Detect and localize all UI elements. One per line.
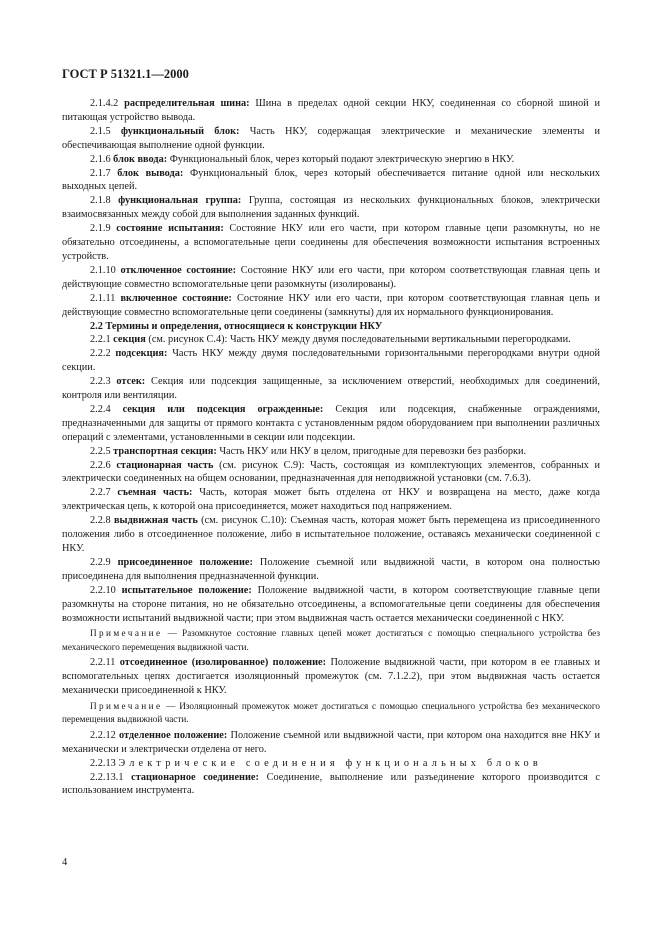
definition-text: Положение выдвижной части, при котором в ее главных и вспомогательных цепях достигается изоляционный промежуток (см. 7.1.2.2), при этом выдвижная часть остается механически присоединенной к НКУ. [62,657,601,697]
note [62,700,600,727]
term: стационарная часть [116,459,214,471]
definition-item [62,222,600,264]
clause-number: 2.1.7 [90,167,111,179]
definition-text: Положение съемной или выдвижной части, при котором она находится вне НКУ и механически и электрически отделена от него. [62,729,600,755]
definition-text: Часть НКУ, содержащая электрические и механические элементы и обеспечивающая выполнение одной функции. [62,125,600,151]
definition-item [62,292,600,320]
note-label: Примечание [90,700,163,711]
definition-text: Часть НКУ или НКУ в целом, пригодные для перевозки без разборки. [219,445,527,457]
term: выдвижная часть [113,515,198,527]
clause-number: 2.2.6 [90,459,111,471]
definition-text: Состояние НКУ или его части, при котором соответствующая главная цепь и действующие совместно вспомогательные цепи разомкнуты (изолированы). [62,264,600,290]
definition-item [62,584,600,626]
term: испытательное положение: [121,584,252,596]
clause-number: 2.2.3 [90,376,111,388]
clause-number: 2.2.9 [90,556,111,568]
definition-text: Шина в пределах одной секции НКУ, соединенная со сборной шиной и питающая устройство вывода. [62,98,600,123]
definition-text: Соединение, выполнение или разъединение которого производится с использованием инструмента. [62,771,601,797]
definition-text: Состояние НКУ или его части, при котором соответствующая главная цепь и действующие совместно вспомогательные цепи соединены (замкнуты) для их нормального функционирования. [62,292,601,318]
term: секция [113,334,146,346]
clause-number: 2.1.6 [90,153,111,165]
clause-number: 2.1.5 [90,125,111,137]
clause-number: 2.2.7 [90,487,111,499]
clause-number: 2.2.12 [90,729,116,741]
clause-number: 2.2.10 [90,584,116,596]
definition-item [62,153,600,167]
term: стационарное соединение: [131,771,259,783]
definition-item [62,125,600,153]
definition-item [62,514,600,556]
definition-item [62,167,600,195]
clause-number: 2.2.11 [90,657,116,669]
term: отделенное положение: [119,729,228,741]
term: блок вывода: [117,167,184,179]
clause-number: 2.1.4.2 [90,98,119,109]
definition-item [62,375,600,403]
note-text: — Изоляционный промежуток может достигаться с помощью специального устройства без механического перемещения выдвижной части. [62,700,600,725]
term: отсоединенное (изолированное) положение: [119,657,327,669]
definition-text: Часть НКУ между двумя последовательными горизонтальными перегородками внутри одной секции. [62,348,600,374]
definition-item [62,445,600,459]
note-label: Примечание [90,628,163,639]
clause-number: 2.1.8 [90,195,111,207]
definition-item [62,459,600,487]
term: отключенное состояние: [120,264,236,276]
page-number: 4 [62,857,68,868]
definition-text: (см. рисунок С.9): Часть, состоящая из комплектующих элементов, собранных и электрически соединенных на общем основании, предназначенная для неподвижной установки (см. 7.6.3). [62,459,601,485]
definition-text: Состояние НКУ или его части, при котором главные цепи разомкнуты, но не обязательно отсоединены, а вспомогательные цепи соединены для обеспечения возможности испытания встроенных устройств. [62,223,600,262]
clause-number: 2.2.13 [90,757,116,769]
definition-text: Группа, состоящая из нескольких функциональных блоков, электрически взаимосвязанных между собой для выполнения заданных функций. [62,195,600,221]
clause-number: 2.2.4 [90,403,111,415]
term: секция или подсекция огражденные: [122,403,324,415]
clause-number: 2.2.2 [90,348,111,360]
definition-text: (см. рисунок С.10): Съемная часть, которая может быть перемещена из присоединенного положения либо в отсоединенное положение, либо в испытательное положение, оставаясь механически соединенной с НКУ. [62,515,600,554]
definition-item [62,757,600,771]
section-heading: 2.2 Термины и определения, относящиеся к конструкции НКУ [90,320,383,332]
term: функциональная группа: [118,195,242,207]
definition-item [62,556,600,584]
definition-item [62,486,600,514]
term: присоединенное положение: [117,556,253,568]
clause-number: 2.2.13.1 [90,771,124,783]
document-header: ГОСТ Р 51321.1—2000 [62,67,189,81]
definition-item [62,264,600,292]
term: состояние испытания: [116,223,224,235]
definition-item [62,656,600,698]
definition-text: Положение съемной или выдвижной части, в котором она полностью присоединена для выполнения предназначенной функции. [62,556,600,582]
clause-number: 2.2.1 [90,334,111,346]
definition-item [62,771,600,799]
definition-item [62,97,600,125]
definition-item [62,194,600,222]
subsection-title: Электрические соединения функциональных блоков [118,757,542,769]
term: функциональный блок: [120,125,240,137]
clause-number: 2.1.9 [90,223,111,235]
term: включенное состояние: [120,292,232,304]
clause-number: 2.2.5 [90,445,111,457]
term: съемная часть: [117,487,193,499]
definition-text: Секция или подсекция, снабженные ограждениями, предназначенными для защиты от прямого контакта с установленным рядом оборудованием при выполнении различных операций с элементами, установленными в секции или подсекции. [62,403,601,443]
note [62,627,600,654]
clause-number: 2.1.11 [90,292,116,304]
definition-item [62,729,600,757]
definition-text: (см. рисунок С.4): Часть НКУ между двумя последовательными вертикальными перегородками. [148,334,571,346]
document-body [62,97,600,798]
definition-item [62,403,600,445]
definition-item [62,347,600,375]
note-text: — Разомкнутое состояние главных цепей может достигаться с помощью специального устройства без механического перемещения выдвижной части. [62,628,600,652]
clause-number: 2.2.8 [90,515,111,527]
definition-text: Секция или подсекция защищенные, за исключением отверстий, необходимых для соединений, контроля или вентиляции. [62,376,600,402]
definition-text: Часть, которая может быть отделена от НКУ и возвращена на место, даже когда электрическая цепь, к которой она присоединяется, может находиться под напряжением. [62,487,600,513]
term: подсекция: [115,348,168,360]
definition-item [62,333,600,347]
definition-text: Положение выдвижной части, в котором соответствующие главные цепи разомкнуты на стороне питания, но не обязательно отсоединены, а вспомогательные цепи соединены для обеспечения возможности испытаний выдвижной части; при этом выдвижная часть остается механически соединенной с НКУ. [62,584,600,624]
term: распределительная шина: [124,98,250,109]
term: блок ввода: [113,153,168,165]
clause-number: 2.1.10 [90,264,116,276]
definition-text: Функциональный блок, через который подают электрическую энергию в НКУ. [169,153,515,165]
term: отсек: [116,376,146,388]
term: транспортная секция: [113,445,217,457]
definition-text: Функциональный блок, через который обеспечивается питание одной или нескольких выходных цепей. [62,167,600,193]
